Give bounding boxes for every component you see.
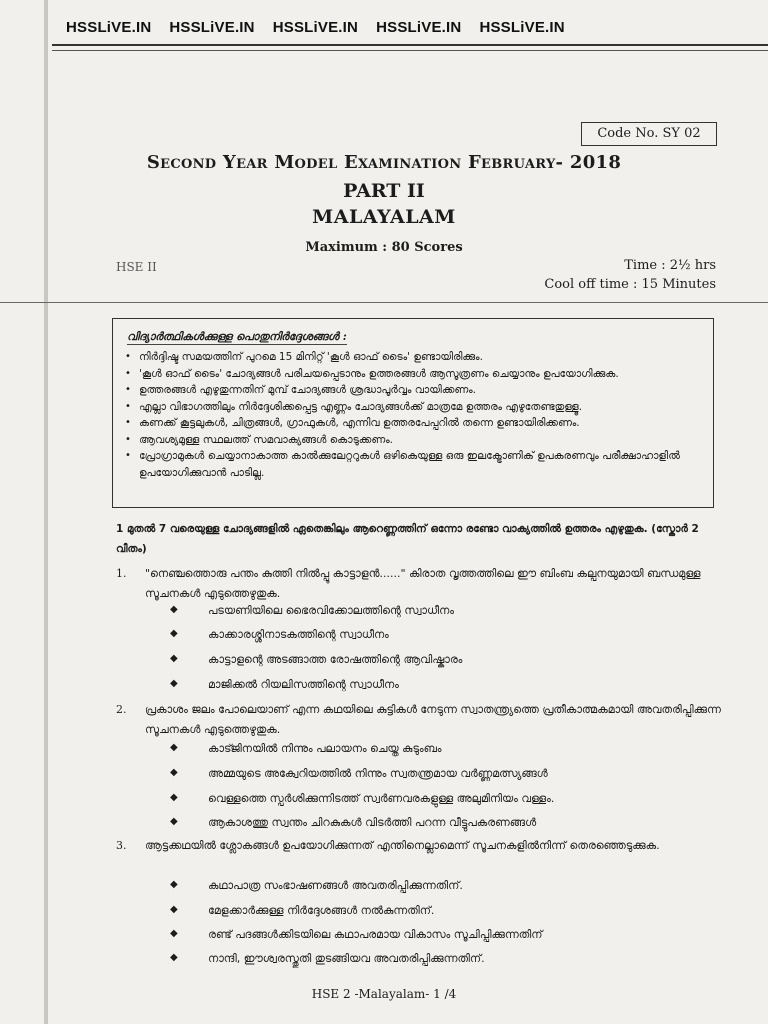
site-banner (52, 10, 768, 44)
banner-text: HSSLiVE.IN (479, 18, 565, 36)
option-item (170, 816, 710, 830)
option-text: കാട്ടാളന്റെ അടങ്ങാത്ത രോഷത്തിന്റെ ആവിഷ്കാരം (208, 653, 463, 666)
option-text: രണ്ട് പദങ്ങൾക്കിടയിലെ കഥാപരമായ വികാസം സൂചിപ്പിക്കുന്നതിന് (208, 928, 543, 941)
diamond-bullet-icon: ◆ (170, 904, 178, 915)
question-number: 2. (116, 703, 127, 716)
diamond-bullet-icon: ◆ (170, 628, 178, 639)
option-text: നാന്ദി, ഈശ്വരസ്തുതി തുടങ്ങിയവ അവതരിപ്പിക്കുന്നതിന്. (208, 952, 485, 965)
code-number-box: Code No. SY 02 (581, 122, 717, 146)
instruction-item (123, 415, 703, 432)
option-item (170, 952, 710, 966)
question-number: 1. (116, 567, 127, 580)
diamond-bullet-icon: ◆ (170, 678, 178, 689)
instruction-item (123, 382, 703, 399)
instructions-title: വിദ്യാർത്ഥികൾക്കുള്ള പൊതുനിർദ്ദേശങ്ങൾ : (127, 330, 347, 343)
instruction-item (123, 366, 703, 383)
time-allowed: Time : 2½ hrs (624, 258, 716, 273)
option-text: ആകാശത്തു സ്വന്തം ചിറകുകൾ വിടർത്തി പറന്ന വീട്ടുപകരണങ്ങൾ (208, 816, 537, 829)
bullet-icon: • (125, 400, 131, 412)
instruction-text: കണക്ക് കൂട്ടലുകൾ, ചിത്രങ്ങൾ, ഗ്രാഫുകൾ, എന്നിവ ഉത്തരപേപ്പറിൽ തന്നെ ഉണ്ടായിരിക്കണം. (139, 417, 580, 429)
instructions-box (112, 318, 714, 508)
instruction-text: പ്രോഗ്രാമുകൾ ചെയ്യാനാകാത്ത കാൽക്കുലേറ്ററുകൾ ഒഴികെയുള്ള ഒരു ഇലക്ട്രോണിക് ഉപകരണവും പരീക്ഷാഹാളിൽ ഉപയോഗിക്കുവാൻ പാടില്ല. (139, 450, 680, 479)
option-item (170, 928, 710, 942)
option-text: പടയണിയിലെ ഭൈരവിക്കോലത്തിന്റെ സ്വാധീനം (208, 604, 454, 617)
diamond-bullet-icon: ◆ (170, 742, 178, 753)
banner-text: HSSLiVE.IN (376, 18, 462, 36)
cool-off-time: Cool off time : 15 Minutes (544, 277, 716, 292)
diamond-bullet-icon: ◆ (170, 792, 178, 803)
question-1 (116, 564, 736, 604)
instruction-item (123, 448, 703, 481)
option-item (170, 628, 710, 642)
bullet-icon: • (125, 384, 131, 395)
bullet-icon: • (125, 433, 131, 445)
option-item (170, 792, 710, 806)
question-text: പ്രകാശം ജലം പോലെയാണ് എന്ന കഥയിലെ കുട്ടികൾ നേടുന്ന സ്വാതന്ത്ര്യത്തെ പ്രതീകാത്മകമായി അവതരിപ്പിക്കുന്ന സൂചനകൾ എടുത്തെഴുതുക. (145, 703, 721, 736)
instruction-item (123, 399, 703, 416)
diamond-bullet-icon: ◆ (170, 928, 178, 939)
hse-label: HSE II (116, 260, 157, 274)
instruction-text: നിർദ്ദിഷ്ട സമയത്തിന് പുറമെ 15 മിനിറ്റ് 'കൂൾ ഓഫ് ടൈം' ഉണ്ടായിരിക്കും. (139, 351, 483, 363)
diamond-bullet-icon: ◆ (170, 604, 178, 615)
bullet-icon: • (125, 450, 131, 461)
banner-text: HSSLiVE.IN (272, 18, 359, 36)
instruction-text: ആവശ്യമുള്ള സ്ഥലത്ത് സമവാക്യങ്ങൾ കൊടുക്കണം. (139, 433, 393, 446)
maximum-score: Maximum : 80 Scores (305, 240, 463, 255)
bullet-icon: • (125, 417, 131, 428)
banner-text: HSSLiVE.IN (66, 18, 152, 36)
option-item (170, 604, 710, 618)
section-instruction: 1 മുതൽ 7 വരെയുള്ള ചോദ്യങ്ങളിൽ ഏതെങ്കിലും ആറെണ്ണത്തിന് ഒന്നോ രണ്ടോ വാക്യത്തിൽ ഉത്തരം എഴുതുക. (സ്കോർ 2 വീതം) (116, 523, 699, 555)
option-text: അമ്മയുടെ അക്വേറിയത്തിൽ നിന്നും സ്വതന്ത്രമായ വർണ്ണമത്സ്യങ്ങൾ (208, 767, 548, 780)
banner-rule (52, 50, 768, 51)
instruction-text: എല്ലാ വിഭാഗത്തിലും നിർദ്ദേശിക്കപ്പെട്ട എണ്ണം ചോദ്യങ്ങൾക്ക് മാത്രമേ ഉത്തരം എഴുതേണ്ടതുള്ളൂ. (139, 400, 583, 413)
option-item (170, 742, 710, 756)
option-item (170, 767, 710, 781)
instruction-text: 'കൂൾ ഓഫ് ടൈം' ചോദ്യങ്ങൾ പരിചയപ്പെടാനും ഉത്തരങ്ങൾ ആസൂത്രണം ചെയ്യാനും ഉപയോഗിക്കുക. (139, 367, 619, 380)
option-text: കാക്കാരശ്ശിനാടകത്തിന്റെ സ്വാധീനം (208, 628, 389, 641)
part-heading: PART II (343, 180, 425, 202)
diamond-bullet-icon: ◆ (170, 767, 178, 778)
option-text: കഥാപാത്ര സംഭാഷണങ്ങൾ അവതരിപ്പിക്കുന്നതിന്. (208, 879, 463, 892)
question-3 (116, 836, 736, 856)
banner-text: HSSLiVE.IN (169, 18, 255, 36)
option-text: കാട്ജിനയിൽ നിന്നും പലായനം ചെയ്ത കുടുംബം (208, 742, 442, 755)
option-text: വെള്ളത്തെ സ്പർശിക്കുന്നിടത്ത് സ്വർണവരകളുള്ള അലുമിനിയം വള്ളം. (208, 792, 555, 805)
diamond-bullet-icon: ◆ (170, 653, 178, 664)
option-item (170, 653, 710, 667)
option-item (170, 879, 710, 893)
diamond-bullet-icon: ◆ (170, 879, 178, 890)
bullet-icon: • (125, 351, 131, 362)
instruction-item (123, 349, 703, 366)
instruction-item (123, 432, 703, 449)
diamond-bullet-icon: ◆ (170, 952, 178, 963)
option-text: മാജിക്കൽ റിയലിസത്തിന്റെ സ്വാധീനം (208, 678, 399, 691)
subject-heading: MALAYALAM (312, 206, 456, 228)
instructions-list (123, 349, 703, 481)
question-text: "നെഞ്ചത്തൊരു പന്തം കുത്തി നിൽപ്പൂ കാട്ടാളൻ......" കിരാത വൃത്തത്തിലെ ഈ ബിംബ കല്പനയുമായി ബന്ധമുള്ള സൂചനകൾ എടുത്തെഴുതുക. (145, 567, 701, 600)
question-text: ആട്ടക്കഥയിൽ ശ്ലോകങ്ങൾ ഉപയോഗിക്കുന്നത് എന്തിനെല്ലാമെന്ന് സൂചനകളിൽനിന്ന് തെരഞ്ഞെടുക്കുക. (145, 839, 660, 852)
question-2 (116, 700, 736, 740)
option-text: മേളക്കാർക്കുള്ള നിർദ്ദേശങ്ങൾ നൽകുന്നതിന്. (208, 904, 435, 917)
instruction-text: ഉത്തരങ്ങൾ എഴുതുന്നതിന് മുമ്പ് ചോദ്യങ്ങൾ ശ്രദ്ധാപൂർവ്വം വായിക്കണം. (139, 384, 477, 396)
option-item (170, 904, 710, 918)
diamond-bullet-icon: ◆ (170, 816, 178, 827)
option-item (170, 678, 710, 692)
bullet-icon: • (125, 367, 131, 379)
header-divider (0, 302, 768, 303)
question-number: 3. (116, 839, 127, 852)
page-footer: HSE 2 -Malayalam- 1 /4 (311, 987, 457, 1001)
banner-rule (52, 44, 768, 46)
exam-title: Second Year Model Examination February- 2018 (146, 152, 622, 173)
